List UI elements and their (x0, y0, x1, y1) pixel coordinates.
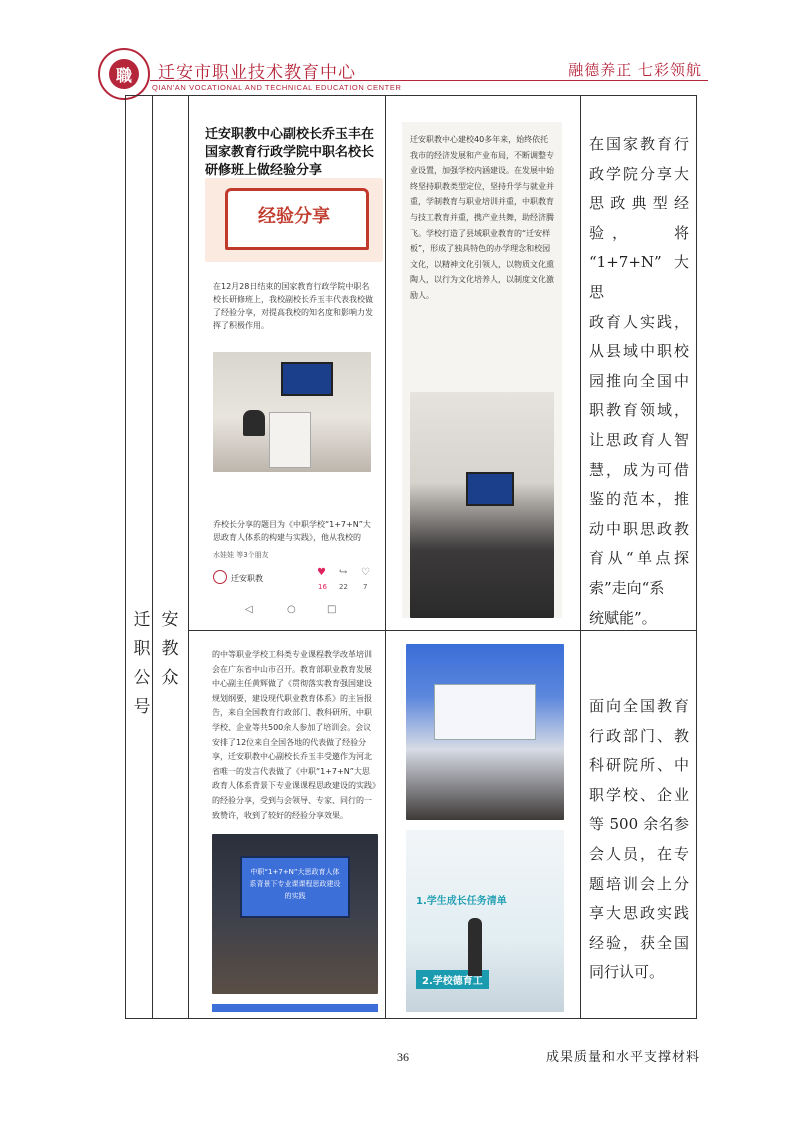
nav-recent-icon[interactable]: □ (327, 604, 337, 615)
conference-photo (212, 834, 378, 994)
account-avatar[interactable] (213, 570, 227, 584)
friend-viewers: 水娃娃 等3个朋友 (213, 551, 269, 559)
school-logo (98, 48, 150, 100)
table-col-divider-4 (580, 96, 581, 1018)
page-number: 36 (397, 1050, 409, 1064)
footer-label: 成果质量和水平支撑材料 (545, 1050, 700, 1065)
org-name-cn: 迁安市职业技术教育中心 (158, 63, 356, 83)
row1-description: 在国家教育行 政学院分享大 思政典型经 验， 将 “1+7+N”大思 政育人实践， 从县域中职校 园推向全国中 职教育领域， 让思政育人智 慧，成为可借 鉴的范本，推 动中职思政教 育从“单点探 索”走向“系 统赋能”。 (589, 135, 689, 627)
bottom-image-strip (212, 1004, 378, 1012)
table-col-divider-1 (152, 96, 153, 1018)
wechat-article-screenshot-3 (206, 644, 382, 1016)
table-col-divider-2 (188, 96, 189, 1018)
conference-screen: 中职“1+7+N”大思政育人体系背景下专业课课程思政建设的实践 (240, 856, 350, 918)
nav-back-icon[interactable]: ◁ (245, 604, 253, 615)
wechat-article-screenshot-2 (402, 122, 562, 618)
conference-photo-bottom (406, 830, 564, 1012)
share-icon[interactable]: ↪ (339, 567, 348, 578)
lecture-photo (213, 352, 371, 472)
category-label-col2: 安 教 众 (161, 610, 179, 688)
conference-photo-collage (406, 644, 564, 1012)
share-count: 22 (339, 583, 348, 591)
favorite-icon[interactable]: ♡ (361, 567, 370, 578)
school-logo-emblem: 職 (109, 59, 139, 89)
like-count: 16 (318, 583, 327, 591)
auditorium-photo (410, 392, 554, 618)
wechat-article-screenshot-1 (197, 104, 383, 626)
header-divider (150, 80, 708, 81)
page-header (0, 0, 800, 100)
article-paragraph-1: 在12月28日结束的国家教育行政学院中职名校长研修班上，我校副校长乔玉丰代表我校做了经验分享，对提高我校的知名度和影响力发挥了积极作用。 (213, 282, 373, 330)
banner-label: 经验分享 (235, 204, 353, 230)
projection-screen (281, 362, 333, 396)
evidence-table (125, 95, 697, 1019)
header-slogan: 融德养正 七彩领航 (568, 61, 702, 79)
slide-heading-2: 2.学校德育工 (416, 970, 489, 989)
slide-heading-1: 1.学生成长任务清单 (416, 896, 507, 907)
nav-home-icon[interactable]: ○ (287, 604, 296, 615)
slide-screen (434, 684, 536, 740)
row2-description: 面向全国教育 行政部门、教 科研院所、中 职学校、企业 等 500 余名参 会人员，在专 题培训会上分 享大思政实践 经验，获全国 同行认可。 (589, 697, 689, 982)
table-col-divider-3 (385, 96, 386, 1018)
article-title: 迁安职教中心副校长乔玉丰在国家教育行政学院中职名校长研修班上做经验分享 (205, 127, 375, 178)
speaker-figure (468, 918, 482, 976)
speaker-figure (243, 410, 265, 436)
like-icon[interactable]: ♥ (317, 567, 326, 578)
experience-sharing-banner (205, 178, 383, 262)
article-paragraph: 迁安职教中心建校40多年来，始终依托我市的经济发展和产业布局，不断调整专业设置，加强学校内涵建设。在发展中始终坚持职教类型定位，坚持升学与就业并重，学制教育与职业培训并重，中职教育与技工教育并重，携产业共舞，助经济腾飞。学校打造了县域职业教育的“迁安样板”，形成了独具特色的办学理念和校园文化，以精神文化引领人，以物质文化熏陶人，以行为文化培养人，以制度文化激励人。 (410, 135, 554, 300)
article-paragraph-2: 乔校长分享的题目为《中职学校“1+7+N”大思政育人体系的构建与实践》，他从我校的 (213, 520, 371, 542)
org-name-en: QIAN'AN VOCATIONAL AND TECHNICAL EDUCATION CENTER (152, 83, 402, 92)
conference-photo-top (406, 644, 564, 820)
category-label-col1: 迁 职 公 号 (133, 610, 151, 717)
projection-screen (466, 472, 514, 506)
podium (269, 412, 311, 468)
article-paragraph: 的中等职业学校工科类专业课程教学改革培训会在广东省中山市召开。教育部职业教育发展中心副主任黄辉做了《贯彻落实教育强国建设规划纲要，建设现代职业教育体系》的主旨报告，来自全国教育行政部门、教科研所、中职学校、企业等共500余人参加了培训会。会议安排了12位来自全国各地的代表做了经验分享，迁安职教中心副校长乔玉丰受邀作为河北省唯一的发言代表做了《中职“1+7+N”大思政育人体系背景下专业课课程思政建设的实践》的经验分享，受到与会领导、专家、同行的一致赞许，收到了较好的经验分享效果。 (212, 650, 376, 820)
favorite-count: 7 (363, 583, 368, 591)
account-name[interactable]: 迁安职教 (231, 574, 263, 583)
